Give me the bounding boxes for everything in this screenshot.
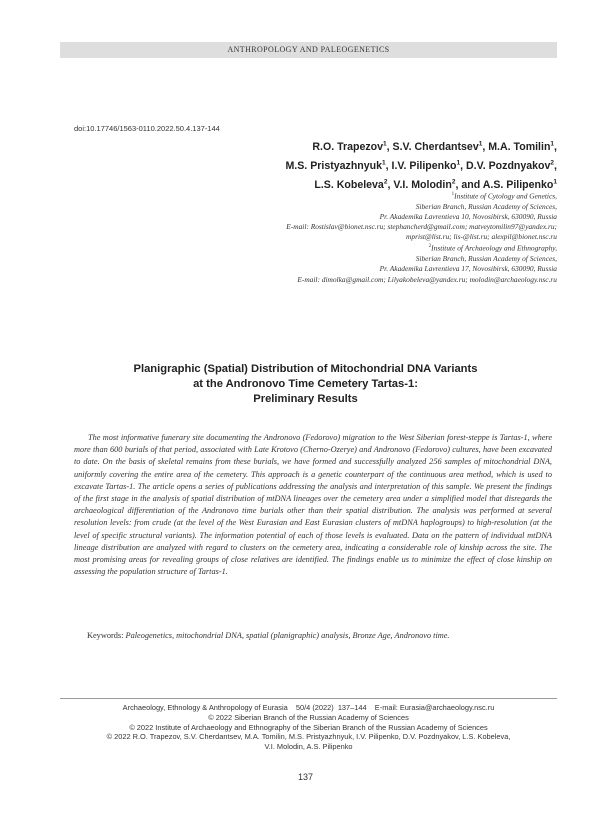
copyright-line: © 2022 Institute of Archaeology and Ethnography of the Siberian Branch of the Russian Academy of Sciences <box>129 722 488 732</box>
page-number: 137 <box>297 772 314 782</box>
author: R.O. Trapezov$^1$, <box>312 140 393 153</box>
article-title <box>60 362 551 407</box>
abstract: The most informative funerary site documenting the Andronovo (Fedorovo) migration to the West Siberian forest-steppe is Tartas-1, where more than 600 burials of that period, associated with Late Krotovo (Cherno-Ozerye) and Andronovo (Fedorovo) cultures, have been excavated to date. On the basis of skeletal remains from these burials, we have formed and successfully analyzed 256 samples of mitochondrial DNA, uniformly covering the entire area of the cemetery. This approach is a genetic counterpart of the continuous area method, which is used to excavate Tartas-1. The article opens a series of publications addressing the analysis and interpretation of this sample. We present the findings of the first stage in the analysis of spatial distribution of mtDNA lineages over the cemetery area under a simplified model that disregards the archaeological differentiation of the Andronovo time burials other than their spatial distribution. The analysis was performed at several resolution levels: from crude (at the level of the West Eurasian and East Eurasian clusters of mtDNA haplogroups) to high-resolution (at the level of specific structural variants). The information potential of each of those levels is evaluated. Data on the pattern of individual mtDNA lineage distribution are analyzed with regard to clusters on the cemetery area, indicating a considerable role of kinship across the site. The most promising areas for revealing groups of close relatives are identified. The findings enable us to minimize the effect of close kinship on assessing the population structure of Tartas-1. <box>74 433 552 577</box>
footer <box>60 703 557 752</box>
title-line: Preliminary Results <box>253 393 358 405</box>
section-title: ANTHROPOLOGY AND PALEOGENETICS <box>227 45 390 54</box>
author: V.I. Molodin$^2$, and <box>393 178 483 191</box>
affiliation-1 <box>87 190 557 242</box>
author-list <box>117 136 557 193</box>
affiliation-line: Siberian Branch, Russian Academy of Sciences, <box>415 254 557 264</box>
footer-divider <box>60 698 557 699</box>
copyright-line: © 2022 Siberian Branch of the Russian Academy of Sciences <box>208 712 409 722</box>
title-line: at the Andronovo Time Cemetery Tartas-1: <box>193 378 418 390</box>
copyright-line: © 2022 R.O. Trapezov, S.V. Cherdantsev, M.A. Tomilin, M.S. Pristyazhnyuk, I.V. Pilipenko, D.V. Pozdnyakov, L.S. Kobeleva, <box>106 732 511 742</box>
affiliation-line: Siberian Branch, Russian Academy of Sciences, <box>415 201 557 211</box>
affiliation-line: $^1$Institute of Cytology and Genetics, <box>451 191 557 201</box>
keywords-label: Keywords: <box>87 631 124 640</box>
affiliation-line: Pr. Akademika Lavrentieva 10, Novosibirsk, 630090, Russia <box>379 211 557 221</box>
author: I.V. Pilipenko$^1$, <box>391 159 467 172</box>
affiliation-line: $^2$Institute of Archaeology and Ethnography, <box>428 243 557 253</box>
affiliation-email[interactable]: E-mail: dimolka@gmail.com; Lilyakobeleva@yandex.ru; molodin@archaeology.nsc.ru <box>297 274 557 284</box>
affiliation-email[interactable]: mprist@list.ru; lis-@list.ru; alexpil@bionet.nsc.ru <box>406 232 557 242</box>
author: L.S. Kobeleva$^2$, <box>314 178 394 191</box>
keywords <box>87 630 557 642</box>
section-header-band <box>60 42 557 58</box>
journal-info: Archaeology, Ethnology & Anthropology of Eurasia 50/4 (2022) 137–144 E-mail: Eurasia@archaeology.nsc.ru <box>122 703 495 712</box>
author: S.V. Cherdantsev$^1$, <box>392 140 489 153</box>
title-line: Planigraphic (Spatial) Distribution of Mitochondrial DNA Variants <box>133 363 478 375</box>
affiliation-2 <box>87 242 557 284</box>
copyright-line: V.I. Molodin, A.S. Pilipenko <box>264 742 353 752</box>
author: D.V. Pozdnyakov$^2$, <box>466 159 557 172</box>
affiliation-email[interactable]: E-mail: Rostislav@bionet.nsc.ru; stephancherd@gmail.com; matveytomilin97@yandex.ru; <box>286 222 557 232</box>
author: A.S. Pilipenko$^1$ <box>482 178 557 191</box>
affiliations-block <box>87 190 557 285</box>
affiliation-line: Pr. Akademika Lavrentieva 17, Novosibirsk, 630090, Russia <box>379 264 557 274</box>
keywords-text: Paleogenetics, mitochondrial DNA, spatial (planigraphic) analysis, Bronze Age, Andronovo time. <box>125 631 450 640</box>
author: M.A. Tomilin$^1$, <box>488 140 557 153</box>
author: M.S. Pristyazhnyuk$^1$, <box>285 159 392 172</box>
doi-link[interactable]: doi:10.17746/1563-0110.2022.50.4.137-144 <box>74 124 220 133</box>
